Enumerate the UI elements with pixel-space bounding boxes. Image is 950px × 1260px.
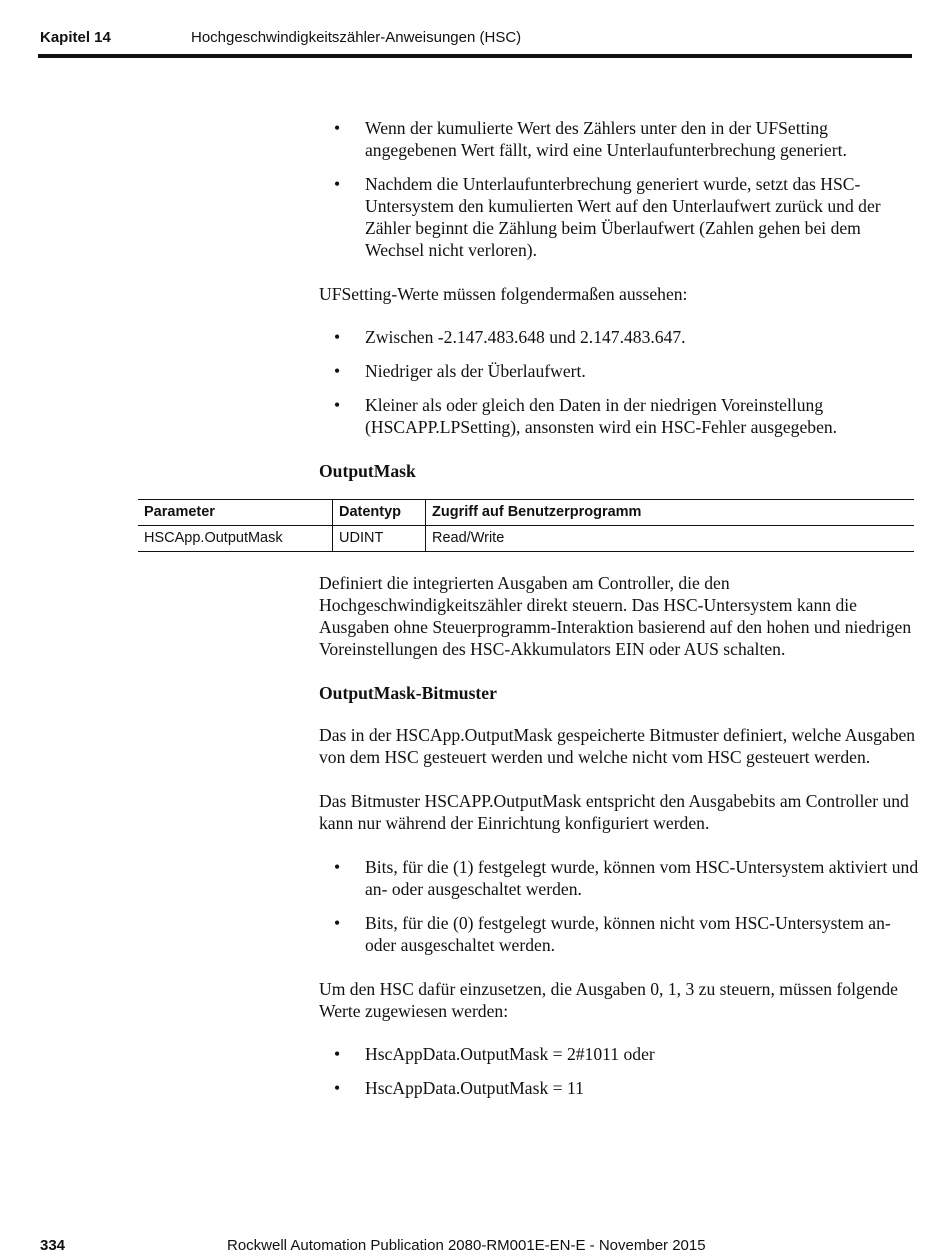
outputmask-description: Definiert die integrierten Ausgaben am Controller, die den Hochgeschwindigkeitszähler direkt steuern. Das HSC-Untersystem kann die Ausgaben ohne Steuerprogramm-Interaktion basierend auf den hohen und niedrigen Voreinstellungen des HSC-Akkumulators EIN oder AUS schalten. [319,573,912,659]
table-cell: HSCApp.OutputMask [138,526,333,552]
list-item: • Niedriger als der Überlaufwert. [334,361,586,381]
list-item: • Bits, für die (0) festgelegt wurde, können nicht vom HSC-Untersystem an- oder ausgeschaltet werden. [334,913,891,955]
bits-bullet-list [319,856,919,956]
bullet-icon: • [334,118,341,138]
main-content [319,117,919,482]
column-header: Datentyp [333,500,426,526]
main-content-lower [319,572,919,1099]
bullet-icon: • [334,361,341,381]
bullet-icon: • [334,395,341,415]
example-bullet-list [319,1043,919,1099]
table-row [138,526,914,552]
list-item: • Wenn der kumulierte Wert des Zählers unter den in der UFSetting angegebenen Wert fällt, wird eine Unterlaufunterbrechung generiert. [334,118,847,160]
bitmuster-paragraph-2: Das Bitmuster HSCAPP.OutputMask entspricht den Ausgabebits am Controller und kann nur während der Einrichtung konfiguriert werden. [319,791,909,833]
publication-info: Rockwell Automation Publication 2080-RM001E-EN-E - November 2015 [227,1237,706,1254]
list-item: • Zwischen -2.147.483.648 und 2.147.483.647. [334,327,686,347]
bullet-icon: • [334,1044,341,1064]
underflow-bullet-list [319,117,919,261]
bullet-icon: • [334,327,341,347]
list-item: • HscAppData.OutputMask = 11 [334,1078,584,1098]
list-item: • Nachdem die Unterlaufunterbrechung generiert wurde, setzt das HSC-Untersystem den kumulierten Wert auf den Unterlaufwert zurück und der Zähler beginnt die Zählung beim Überlaufwert (Zahlen gehen bei dem Wechsel nicht verloren). [334,174,881,260]
table-cell: Read/Write [426,526,915,552]
table-header-row [138,500,914,526]
bitmuster-paragraph-1: Das in der HSCApp.OutputMask gespeicherte Bitmuster definiert, welche Ausgaben von dem HSC gesteuert werden und welche nicht vom HSC gesteuert werden. [319,725,916,767]
bullet-icon: • [334,1078,341,1098]
outputmask-heading: OutputMask [319,461,416,481]
ufsetting-intro: UFSetting-Werte müssen folgendermaßen aussehen: [319,284,688,304]
column-header: Parameter [138,500,333,526]
column-header: Zugriff auf Benutzerprogramm [426,500,915,526]
page-number: 334 [40,1237,66,1254]
list-item: • Bits, für die (1) festgelegt wurde, können vom HSC-Untersystem aktiviert und an- oder ausgeschaltet werden. [334,857,919,899]
page-header [0,0,950,60]
table-cell: UDINT [333,526,426,552]
chapter-title: Hochgeschwindigkeitszähler-Anweisungen (HSC) [191,29,522,46]
header-rule [38,54,912,58]
bitmuster-heading: OutputMask-Bitmuster [319,683,497,703]
list-item: • Kleiner als oder gleich den Daten in der niedrigen Voreinstellung (HSCAPP.LPSetting), ansonsten wird ein HSC-Fehler ausgegeben. [334,395,838,437]
bullet-icon: • [334,857,341,877]
bullet-icon: • [334,174,341,194]
ufsetting-bullet-list [319,326,919,438]
bullet-icon: • [334,913,341,933]
chapter-label: Kapitel 14 [40,29,111,46]
parameter-table [138,499,914,552]
list-item: • HscAppData.OutputMask = 2#1011 oder [334,1044,655,1064]
example-intro: Um den HSC dafür einzusetzen, die Ausgaben 0, 1, 3 zu steuern, müssen folgende Werte zugewiesen werden: [319,979,898,1021]
